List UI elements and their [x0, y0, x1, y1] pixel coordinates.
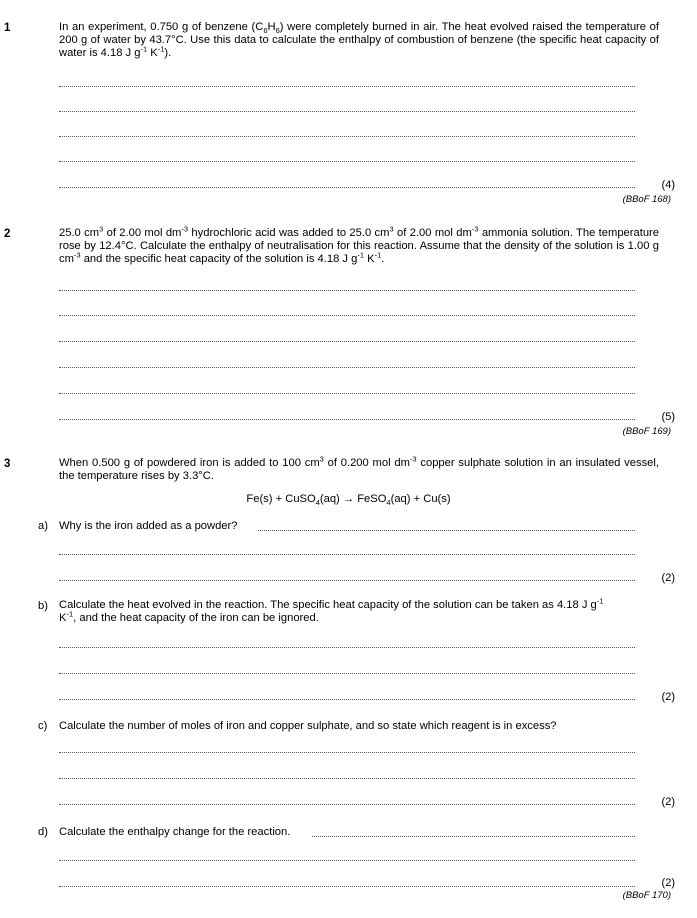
- answer-line[interactable]: [59, 367, 635, 368]
- question-number-2: 2: [4, 228, 11, 240]
- part-c-label: c): [38, 720, 48, 732]
- answer-line[interactable]: [59, 860, 635, 861]
- answer-line[interactable]: [312, 836, 635, 837]
- answer-line[interactable]: [59, 341, 635, 342]
- marks-q1: (4): [661, 179, 675, 191]
- answer-line[interactable]: [59, 554, 635, 555]
- question-3-text: When 0.500 g of powdered iron is added to 100 $cm^3$ of 0.200 mol $dm^{-3}$ copper sulphate solution in an insulated vessel, the temperature rises by 3.3°C.: [59, 454, 660, 482]
- answer-line[interactable]: [59, 804, 635, 805]
- answer-line[interactable]: [59, 315, 635, 316]
- answer-line[interactable]: [59, 290, 635, 291]
- answer-line[interactable]: [59, 86, 635, 87]
- marks-q3c: (2): [661, 796, 675, 808]
- part-a-text: Why is the iron added as a powder?: [59, 520, 238, 532]
- part-b-text: Calculate the heat evolved in the reaction. The specific heat capacity of the solution can be taken as 4.18 J $g^{-1}$ $K^{-1}$, and the heat capacity of the iron can be ignored.: [59, 596, 604, 624]
- answer-line[interactable]: [59, 419, 635, 420]
- question-number-1: 1: [4, 22, 11, 34]
- question-number-3: 3: [4, 458, 11, 470]
- part-c-text: Calculate the number of moles of iron and copper sulphate, and so state which reagent is in excess?: [59, 720, 557, 732]
- answer-line[interactable]: [59, 161, 635, 162]
- marks-q3d: (2): [661, 877, 675, 889]
- marks-q2: (5): [661, 411, 675, 423]
- answer-line[interactable]: [258, 530, 635, 531]
- reference-q2: (BBoF 169): [622, 426, 671, 437]
- answer-line[interactable]: [59, 699, 635, 700]
- answer-line[interactable]: [59, 136, 635, 137]
- part-b-label: b): [38, 600, 48, 612]
- marks-q3a: (2): [661, 572, 675, 584]
- part-a-label: a): [38, 520, 48, 532]
- question-2-text: 25.0 $cm^3$ of 2.00 mol $dm^{-3}$ hydrochloric acid was added to 25.0 $cm^3$ of 2.00 mol $dm^{-3}$ ammonia solution. The temperature rose by 12.4°C. Calculate the enthalpy of neutralisation for this reaction. Assume that the density of the solution is 1.00 g $cm^{-3}$ and the specific heat capacity of the solution is 4.18 J $g^{-1}$ $K^{-1}$.: [59, 224, 659, 265]
- answer-line[interactable]: [59, 580, 635, 581]
- answer-line[interactable]: [59, 886, 635, 887]
- chemical-equation: Fe(s) + CuSO$_4$(aq) → FeSO$_4$(aq) + Cu(s): [246, 493, 451, 508]
- answer-line[interactable]: [59, 111, 635, 112]
- marks-q3b: (2): [661, 691, 675, 703]
- reference-q3: (BBoF 170): [622, 890, 671, 901]
- answer-line[interactable]: [59, 752, 635, 753]
- answer-line[interactable]: [59, 647, 635, 648]
- question-1-text: In an experiment, 0.750 g of benzene $(C_6H_6)$ were completely burned in air. The heat evolved raised the temperature of 200 g of water by 43.7°C. Use this data to calculate the enthalpy of combustion of benzene (the specific heat capacity of water is 4.18 J $g^{-1}$ $K^{-1}$).: [59, 21, 660, 59]
- reference-q1: (BBoF 168): [622, 194, 671, 205]
- answer-line[interactable]: [59, 187, 635, 188]
- part-d-text: Calculate the enthalpy change for the reaction.: [59, 826, 291, 838]
- answer-line[interactable]: [59, 673, 635, 674]
- answer-line[interactable]: [59, 778, 635, 779]
- answer-line[interactable]: [59, 393, 635, 394]
- part-d-label: d): [38, 826, 48, 838]
